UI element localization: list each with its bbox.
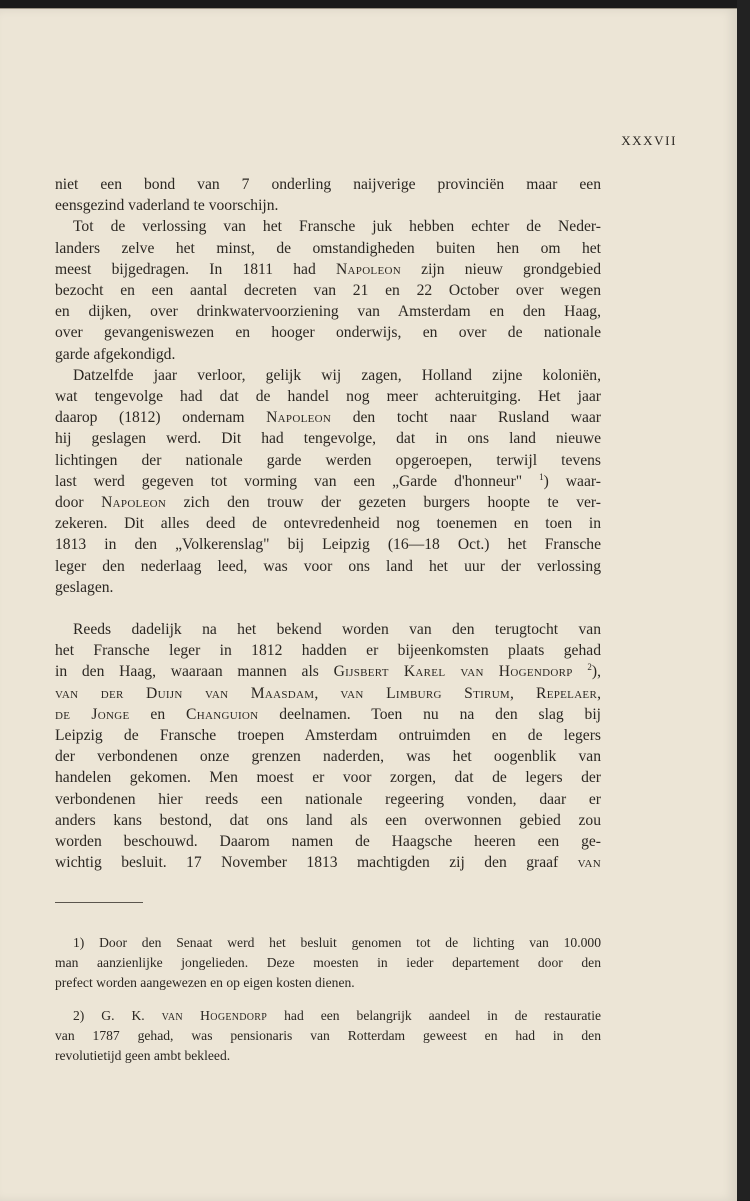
text-line: wat tengevolge had dat de handel nog meer achteruitging. Het jaar	[55, 388, 601, 406]
text-line: anders kans bestond, dat ons land als een overwonnen gebied zou	[55, 811, 601, 829]
text-line: in den Haag, waaraan mannen als Gijsbert Karel van Hogendorp $^2$),	[55, 662, 601, 681]
text-line: worden beschouwd. Daarom namen de Haagsche heeren een ge-	[55, 833, 601, 851]
text-line: over gevangeniswezen en hooger onderwijs, en over de nationale	[55, 324, 601, 342]
text-line: het Fransche leger in 1812 hadden er bijeenkomsten plaats gehad	[55, 642, 601, 660]
text-line: garde afgekondigd.	[55, 345, 176, 363]
text-line: door Napoleon zich den trouw der gezeten burgers hoopte te ver-	[55, 494, 601, 512]
text-line: van der Duijn van Maasdam, van Limburg Stirum, Repelaer,	[55, 684, 601, 702]
text-line: lichtingen der nationale garde werden opgeroepen, terwijl tevens	[55, 451, 601, 469]
small-caps-name: Gijsbert Karel van Hogendorp	[333, 663, 573, 681]
main-text	[55, 174, 601, 874]
text-line: meest bijgedragen. In 1811 had Napoleon zijn nieuw grondgebied	[55, 260, 601, 278]
text-line: daarop (1812) ondernam Napoleon den tocht naar Rusland waar	[55, 409, 602, 427]
small-caps-name: van	[577, 854, 601, 872]
text-line: wichtig besluit. 17 November 1813 machtigden zij den graaf van	[55, 854, 601, 872]
page-number: XXXVII	[621, 133, 677, 148]
text-line: Reeds dadelijk na het bekend worden van den terugtocht van	[73, 621, 601, 639]
paragraph	[55, 216, 601, 364]
footnote-rule	[55, 902, 143, 903]
text-line: en dijken, over drinkwatervoorziening van Amsterdam en den Haag,	[55, 303, 601, 321]
small-caps-name: Napoleon	[101, 494, 167, 512]
text-line: hij geslagen werd. Dit had tengevolge, dat in ons land nieuwe	[55, 430, 601, 448]
text-line: van 1787 gehad, was pensionaris van Rotterdam geweest en had in den	[55, 1028, 601, 1044]
text-line: 2) G. K. van Hogendorp had een belangrijk aandeel in de restauratie	[73, 1008, 601, 1024]
text-line: handelen gekomen. Men moest er voor zorgen, dat de legers der	[55, 769, 601, 787]
text-line: de Jonge en Changuion deelnamen. Toen nu na den slag bij	[55, 705, 602, 723]
small-caps-name: Napoleon	[335, 260, 401, 278]
text-line: revolutietijd geen ambt bekleed.	[55, 1048, 231, 1064]
footnote	[55, 1006, 601, 1066]
text-line: bezocht en een aantal decreten van 21 en 22 October over wegen	[55, 282, 601, 300]
paragraph	[55, 174, 601, 216]
small-caps-name: van Hogendorp	[161, 1008, 268, 1024]
text-line: leger den nederlaag leed, was voor ons land het uur der verlossing	[55, 557, 601, 575]
scanner-edge	[737, 0, 750, 1200]
text-line: prefect worden aangewezen en op eigen kosten dienen.	[55, 974, 355, 990]
footnote-ref: 1	[539, 471, 544, 482]
footnotes	[55, 919, 601, 1080]
text-line: geslagen.	[55, 578, 114, 596]
paragraph	[55, 365, 601, 598]
small-caps-name: van Limburg Stirum	[340, 684, 511, 702]
small-caps-name: van der Duijn van Maasdam	[55, 684, 315, 702]
text-line: man aanzienlijke jongelieden. Deze moesten in ieder departement door den	[55, 954, 601, 970]
text-line: niet een bond van 7 onderling naijverige provinciën maar een	[55, 176, 601, 193]
small-caps-name: de Jonge	[55, 705, 130, 723]
small-caps-name: Repelaer	[536, 684, 598, 702]
text-line: der verbondenen onze grenzen naderden, was het oogenblik van	[55, 748, 601, 766]
footnote	[55, 933, 601, 993]
text-line: Leipzig de Fransche troepen Amsterdam ontruimden en de legers	[55, 727, 601, 745]
section-gap	[55, 598, 601, 619]
text-line: zekeren. Dit alles deed de ontevredenheid nog toenemen en toen in	[55, 515, 601, 533]
footnote-ref: 2	[587, 662, 592, 673]
text-line: verbondenen hier reeds een nationale regeering vonden, daar er	[55, 790, 601, 808]
text-line: Datzelfde jaar verloor, gelijk wij zagen, Holland zijne koloniën,	[73, 366, 601, 384]
small-caps-name: Napoleon	[266, 409, 332, 427]
text-line: last werd gegeven tot vorming van een „Garde d'honneur" $^1$) waar-	[55, 471, 601, 490]
text-line: eensgezind vaderland te voorschijn.	[55, 197, 279, 215]
book-page	[0, 8, 737, 1201]
text-line: 1813 in den „Volkerenslag" bij Leipzig (16—18 Oct.) het Fransche	[55, 536, 601, 554]
small-caps-name: Changuion	[186, 705, 259, 723]
text-line: 1) Door den Senaat werd het besluit genomen tot de lichting van 10.000	[73, 934, 601, 950]
paragraph	[55, 619, 601, 873]
text-line: landers zelve het minst, de omstandigheden buiten hen om het	[55, 239, 601, 257]
text-line: Tot de verlossing van het Fransche juk hebben echter de Neder-	[73, 218, 601, 236]
